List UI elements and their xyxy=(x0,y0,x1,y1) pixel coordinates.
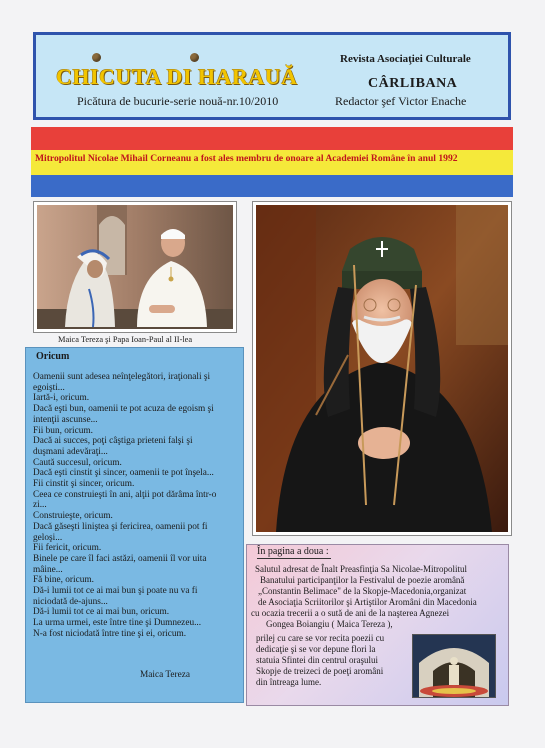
poem-line: Fii bun, oricum. xyxy=(33,425,93,436)
poem-line: Construieşte, oricum. xyxy=(33,511,113,522)
teaser-line: din întreaga lume. xyxy=(256,677,322,687)
teaser-line: Banatului participanţilor la Festivalul de poezie aromână xyxy=(260,575,465,585)
portrait-illustration xyxy=(256,205,508,532)
poem-line: niciodată de-ajuns... xyxy=(33,596,108,607)
poem-line: mâine... xyxy=(33,564,63,575)
magazine-title: CHICUTA DI HARAUĂ xyxy=(56,64,298,89)
poem-line: intenţii ascunse... xyxy=(33,414,98,425)
teaser-line: cu ocazia trecerii a o sută de ani de la naşterea Agnezei xyxy=(251,608,450,618)
photo-illustration xyxy=(37,205,233,329)
poem-line: Fii fericit, oricum. xyxy=(33,543,102,554)
teaser-line: dedicaţie şi se vor depune flori la xyxy=(256,644,376,654)
poem-line: Dacă ai succes, poţi câştiga prieteni falşi şi xyxy=(33,436,193,447)
poem-line: N-a fost niciodată între tine şi ei, oricum. xyxy=(33,628,187,639)
teaser-heading-underline xyxy=(257,558,331,559)
poem-line: Fii cinstit şi sincer, oricum. xyxy=(33,479,135,490)
poem-line: Ceea ce construieşti în ani, alţii pot dărâma într-o xyxy=(33,489,217,500)
poem-line: Dacă eşti bun, oamenii te pot acuza de egoism şi xyxy=(33,404,214,415)
teaser-line: de Asociaţia Scriitorilor şi Artiştilor Aromâni din Macedonia xyxy=(258,597,477,607)
poem-line: Dacă eşti cinstit şi sincer, oamenii te pot înşela... xyxy=(33,468,214,479)
poem-line: Fă bine, oricum. xyxy=(33,575,94,586)
association-label: Revista Asociaţiei Culturale xyxy=(340,53,471,65)
teaser-heading: În pagina a doua : xyxy=(257,546,329,557)
banner-headline: Mitropolitul Nicolae Mihail Corneanu a fost ales membru de onoare al Academiei Române în anul 1992 xyxy=(35,153,458,164)
poem-author: Maica Tereza xyxy=(140,670,191,680)
poem-line: Oamenii sunt adesea neînţelegători, iraţionali şi xyxy=(33,372,211,382)
magazine-subtitle: Picătura de bucurie-serie nouă-nr.10/2010 xyxy=(77,94,279,108)
poem-title: Oricum xyxy=(36,351,70,362)
photo-caption: Maica Tereza şi Papa Ioan-Paul al II-lea xyxy=(58,335,193,344)
decorative-dot xyxy=(190,53,199,62)
poem-line: Iartă-i, oricum. xyxy=(33,393,90,404)
photo-mother-teresa-and-pope xyxy=(33,201,237,333)
teaser-line: statuia Sfintei din centrul oraşului xyxy=(256,655,378,665)
poem-line: Binele pe care îl faci astăzi, oamenii îl vor uita xyxy=(33,553,207,564)
teaser-line: Salutul adresat de Înalt Preasfinţia Sa Nicolae-Mitropolitul xyxy=(255,564,467,574)
teaser-line: prilej cu care se vor recita poezii cu xyxy=(256,633,385,643)
statue-thumbnail-illustration xyxy=(413,635,495,697)
poem-line: egoişti... xyxy=(33,382,65,393)
editor-label: Redactor şef Victor Enache xyxy=(335,94,467,108)
statue-thumbnail xyxy=(412,634,496,698)
poem-body xyxy=(33,372,243,640)
poem-line: zi... xyxy=(33,500,47,511)
teaser-line: Gongea Boiangiu ( Maica Tereza ), xyxy=(266,619,393,629)
decorative-dot xyxy=(92,53,101,62)
poem-line: Dă-i lumii tot ce ai mai bun şi poate nu va fi xyxy=(33,586,198,597)
poem-line: Dacă găseşti liniştea şi fericirea, oamenii pot fi xyxy=(33,521,208,532)
poem-line: Caută succesul, oricum. xyxy=(33,457,122,468)
poem-line: La urma urmei, este între tine şi Dumnezeu... xyxy=(33,618,202,629)
flag-band-blue xyxy=(31,175,513,197)
photo-metropolitan-portrait xyxy=(252,201,512,536)
poem-line: duşmani adevăraţi... xyxy=(33,446,108,457)
city-label: CÂRLIBANA xyxy=(368,76,458,91)
poem-line: geloşi... xyxy=(33,532,63,543)
poem-line: Dă-i lumii tot ce ai mai bun, oricum. xyxy=(33,607,170,618)
teaser-line: Skopje de treizeci de poeţi aromâni xyxy=(256,666,384,676)
flag-band-red xyxy=(31,127,513,151)
teaser-line: „Constantin Belimace" de la Skopje-Macedonia,organizat xyxy=(258,586,467,596)
